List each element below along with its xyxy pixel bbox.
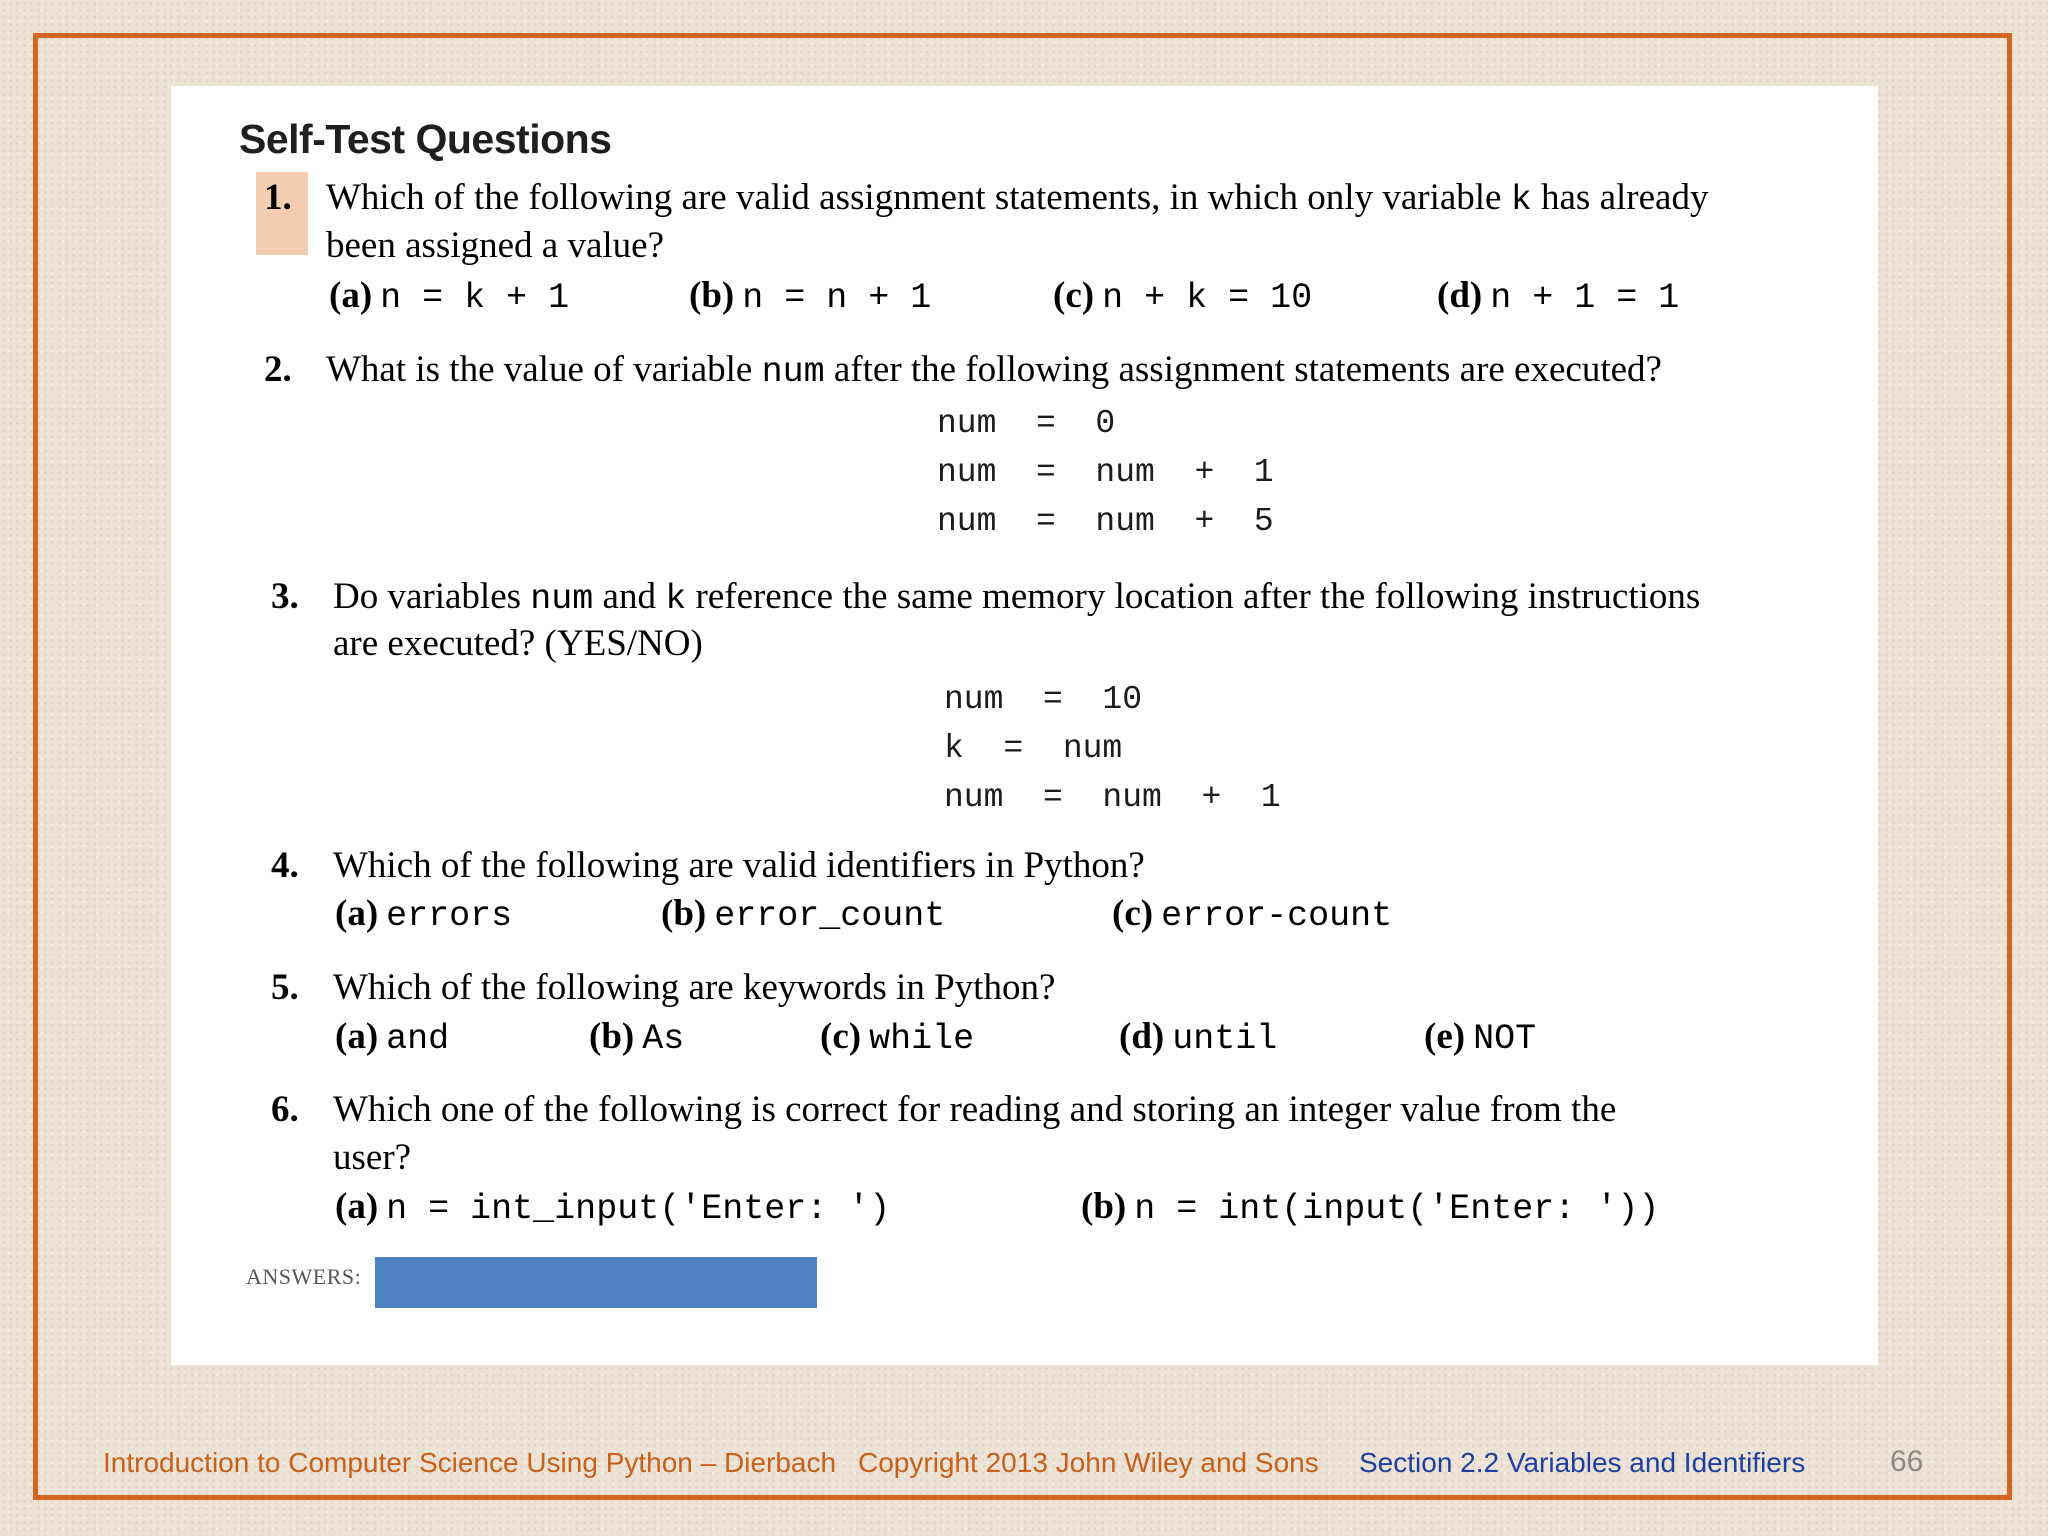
option-e: (e) NOT: [1424, 1016, 1537, 1059]
footer-section: Section 2.2 Variables and Identifiers: [1359, 1447, 1806, 1478]
option-b: (b) error_count: [661, 893, 946, 936]
question-number: 1.: [264, 177, 292, 218]
footer-book-title: Introduction to Computer Science Using Python – Dierbach: [103, 1447, 837, 1478]
option-c: (c) while: [820, 1016, 975, 1059]
option-c: (c) n + k = 10: [1053, 275, 1313, 318]
page-title: Self-Test Questions: [239, 116, 612, 162]
option-b: (b) n = int(input('Enter: ')): [1081, 1186, 1660, 1229]
question-text-line2: are executed? (YES/NO): [333, 623, 703, 664]
page-number: 66: [1890, 1445, 1924, 1478]
question-number: 5.: [271, 967, 299, 1008]
question-number: 3.: [271, 576, 299, 617]
code-block: num = 10 k = num num = num + 1: [944, 681, 1281, 816]
option-b: (b) n = n + 1: [689, 275, 932, 318]
question-text-line2: been assigned a value?: [326, 225, 664, 266]
question-text: What is the value of variable num after the following assignment statements are executed?: [326, 349, 1662, 392]
question-number: 2.: [264, 349, 292, 390]
option-a: (a) n = k + 1: [329, 275, 570, 318]
textbook-page: [171, 86, 1878, 1365]
question-text: Do variables num and k reference the same memory location after the following instructions: [333, 576, 1701, 619]
question-number: 4.: [271, 845, 299, 886]
option-b: (b) As: [589, 1016, 685, 1059]
question-number: 6.: [271, 1089, 299, 1130]
option-a: (a) errors: [335, 893, 513, 936]
code-block: num = 0 num = num + 1 num = num + 5: [937, 405, 1274, 540]
footer-copyright: Copyright 2013 John Wiley and Sons: [858, 1447, 1319, 1478]
option-c: (c) error-count: [1112, 893, 1393, 936]
question-text: Which of the following are valid identifiers in Python?: [333, 845, 1145, 886]
answers-cover-box[interactable]: [375, 1257, 817, 1308]
answers-label: ANSWERS:: [246, 1264, 362, 1289]
question-text: Which of the following are valid assignment statements, in which only variable k has already: [326, 177, 1709, 220]
option-a: (a) n = int_input('Enter: '): [335, 1186, 891, 1229]
question-text-line2: user?: [333, 1137, 412, 1178]
question-text: Which one of the following is correct for reading and storing an integer value from the: [333, 1089, 1617, 1130]
option-d: (d) n + 1 = 1: [1437, 275, 1680, 318]
option-a: (a) and: [335, 1016, 450, 1059]
question-text: Which of the following are keywords in Python?: [333, 967, 1056, 1008]
option-d: (d) until: [1119, 1016, 1278, 1059]
